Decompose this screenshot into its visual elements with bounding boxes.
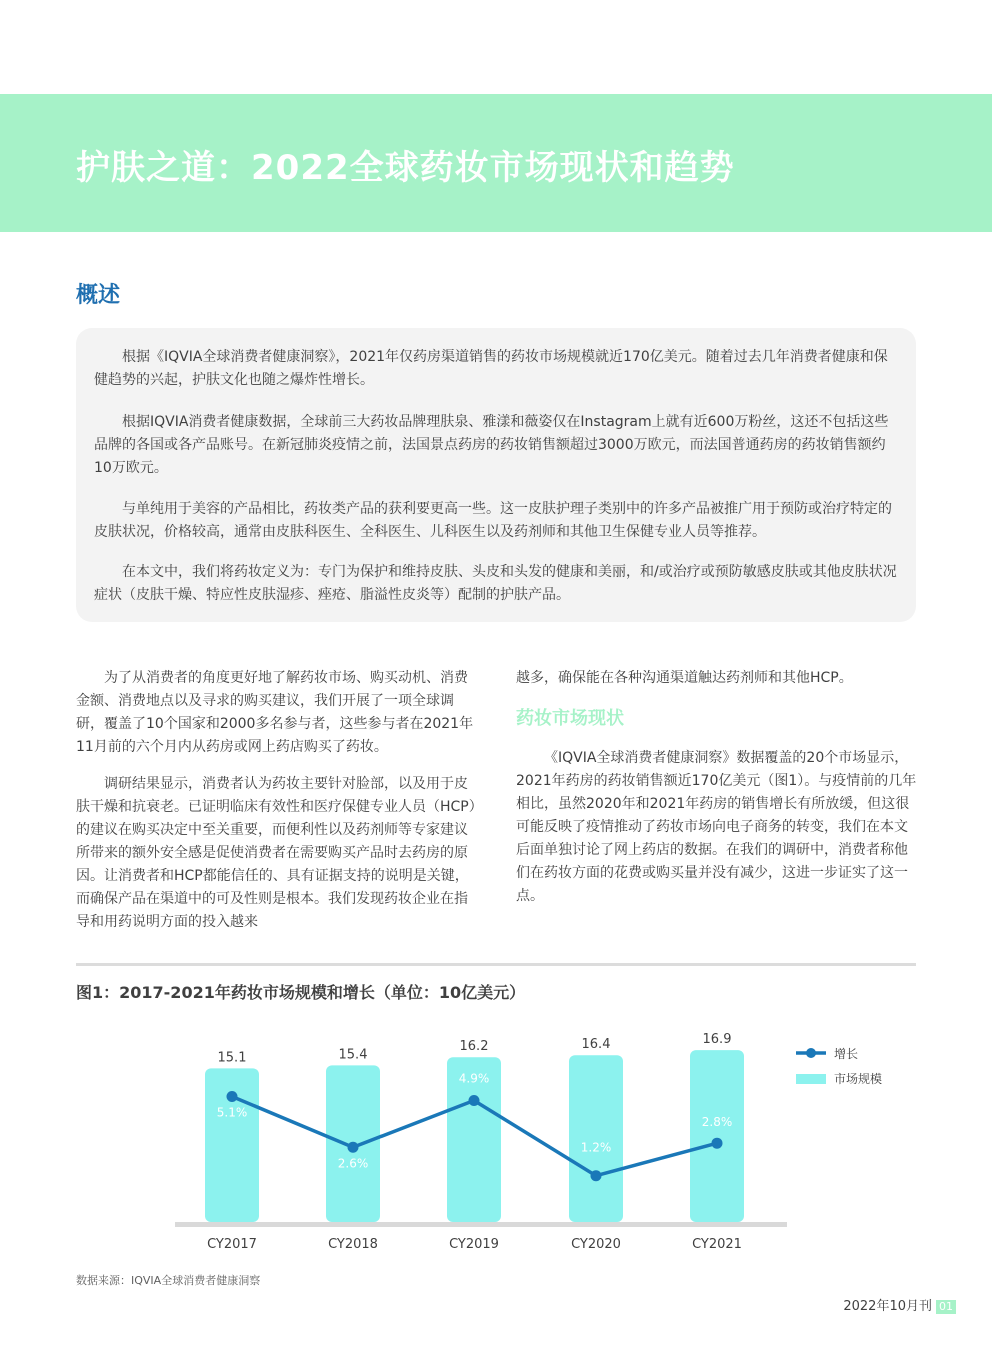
bar-value-label: 16.4 xyxy=(581,1037,611,1053)
growth-point-CY2019 xyxy=(469,1095,480,1106)
x-axis xyxy=(175,1222,787,1227)
legend-line-marker xyxy=(806,1048,816,1058)
right-continuation: 越多，确保能在各种沟通渠道触达药剂师和其他HCP。 xyxy=(516,670,853,686)
growth-value-label: 2.8% xyxy=(701,1115,733,1130)
legend-label-growth: 增长 xyxy=(834,1047,859,1061)
bar-CY2020 xyxy=(569,1055,623,1222)
issue-label: 2022年10月刊 xyxy=(843,1299,932,1314)
bar-CY2021 xyxy=(690,1050,744,1222)
x-tick-label: CY2017 xyxy=(207,1237,257,1252)
bar-value-label: 15.1 xyxy=(217,1050,247,1066)
figure-title: 图1：2017-2021年药妆市场规模和增长（单位：10亿美元） xyxy=(76,983,526,1002)
legend-label-market-size: 市场规模 xyxy=(834,1072,883,1086)
overview-heading: 概述 xyxy=(76,283,121,308)
growth-point-CY2018 xyxy=(348,1142,359,1153)
data-source: 数据来源：IQVIA全球消费者健康洞察 xyxy=(76,1274,261,1287)
growth-point-CY2017 xyxy=(227,1091,238,1102)
growth-value-label: 2.6% xyxy=(337,1156,369,1171)
bar-value-label: 16.2 xyxy=(459,1039,489,1055)
x-tick-label: CY2020 xyxy=(571,1237,621,1252)
right-paragraph: 《IQVIA全球消费者健康洞察》数据覆盖的20个市场显示，2021年药房的药妆销售额近170亿美元（图1）。与疫情前的几年相比，虽然2020年和2021年药房的销售增长有所放缓，但这很可能反映了疫情推动了药妆市场向电子商务的转变，我们在本文后面单独讨论了网上药店的数据。在我们的调研中，消费者称他们在药妆方面的花费或购买量并没有减少，这进一步证实了这一点。 xyxy=(516,750,917,904)
left-paragraph-2: 调研结果显示，消费者认为药妆主要针对脸部，以及用于皮肤干燥和抗衰老。已证明临床有效性和医疗保健专业人员（HCP）的建议在购买决定中至关重要，而便利性以及药剂师等专家建议所带来的额外安全感是促使消费者在需要购买产品时去药房的原因。让消费者和HCP都能信任的、具有证据支持的说明是关键，而确保产品在渠道中的可及性则是根本。我们发现药妆企业在指导和用药说明方面的投入越来 xyxy=(76,776,476,930)
x-tick-label: CY2018 xyxy=(328,1237,378,1252)
x-tick-label: CY2021 xyxy=(692,1237,742,1252)
overview-paragraph-1: 根据《IQVIA全球消费者健康洞察》，2021年仅药房渠道销售的药妆市场规模就近170亿美元。随着过去几年消费者健康和保健趋势的兴起，护肤文化也随之爆炸性增长。 xyxy=(94,349,888,388)
growth-value-label: 5.1% xyxy=(216,1105,248,1120)
left-paragraph-1: 为了从消费者的角度更好地了解药妆市场、购买动机、消费金额、消费地点以及寻求的购买建议，我们开展了一项全球调研，覆盖了10个国家和2000多名参与者，这些参与者在2021年11月前的六个月内从药房或网上药店购买了药妆。 xyxy=(76,670,474,755)
growth-point-CY2021 xyxy=(712,1138,723,1149)
growth-point-CY2020 xyxy=(591,1170,602,1181)
overview-paragraph-3: 与单纯用于美容的产品相比，药妆类产品的获利要更高一些。这一皮肤护理子类别中的许多产品被推广用于预防或治疗特定的皮肤状况，价格较高，通常由皮肤科医生、全科医生、儿科医生以及药剂师和其他卫生保健专业人员等推荐。 xyxy=(94,501,892,540)
overview-paragraph-4: 在本文中，我们将药妆定义为：专门为保护和维持皮肤、头皮和头发的健康和美丽，和/或治疗或预防敏感皮肤或其他皮肤状况症状（皮肤干燥、特应性皮肤湿疹、痤疮、脂溢性皮炎等）配制的护肤产品。 xyxy=(94,564,897,603)
bar-value-label: 15.4 xyxy=(338,1047,368,1063)
bar-value-label: 16.9 xyxy=(702,1032,732,1048)
page-title: 护肤之道：2022全球药妆市场现状和趋势 xyxy=(76,148,735,188)
growth-value-label: 4.9% xyxy=(458,1071,490,1086)
growth-value-label: 1.2% xyxy=(580,1140,612,1155)
page-number: 01 xyxy=(936,1300,956,1314)
legend-bar-swatch xyxy=(796,1074,826,1084)
x-tick-label: CY2019 xyxy=(449,1237,499,1252)
overview-paragraph-2: 根据IQVIA消费者健康数据，全球前三大药妆品牌理肤泉、雅漾和薇姿仅在Instagram上就有近600万粉丝，这还不包括这些品牌的各国或各产品账号。在新冠肺炎疫情之前，法国景点药房的药妆销售额超过3000万欧元，而法国普通药房的药妆销售额约10万欧元。 xyxy=(94,414,889,476)
footer xyxy=(843,1295,956,1314)
market-status-heading: 药妆市场现状 xyxy=(516,708,624,729)
